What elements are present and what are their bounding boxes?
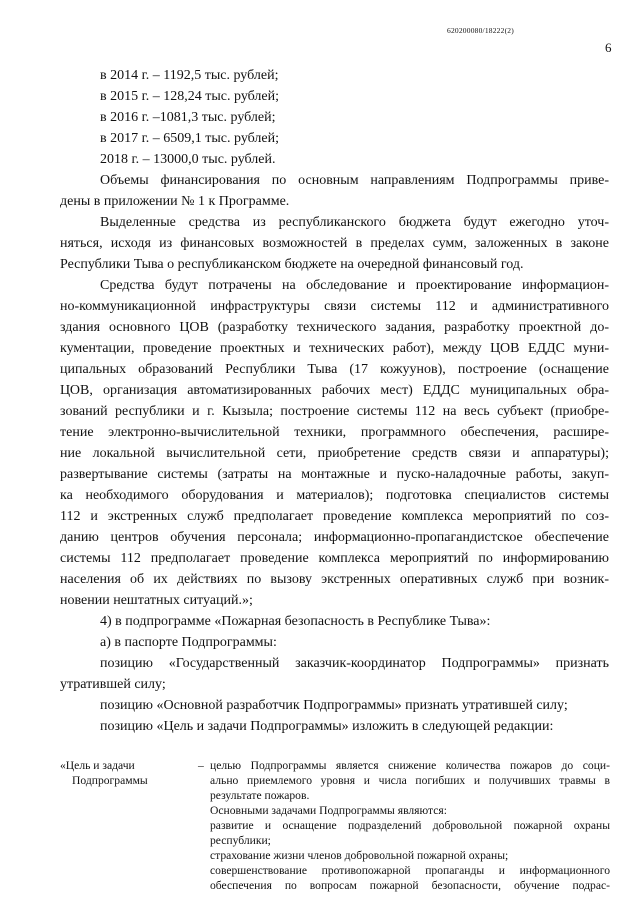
passport-label-line-2: Подпрограммы [72, 774, 148, 787]
body-line: 4) в подпрограмме «Пожарная безопасность в Республике Тыва»: [100, 614, 491, 629]
body-line: позицию «Государственный заказчик-координатор Подпрограммы» признать [100, 656, 609, 671]
passport-label-line-1: «Цель и задачи [60, 759, 135, 772]
page-number: 6 [605, 40, 612, 55]
body-line: данию центров обучения персонала; информационно-пропагандистское обеспечение [60, 530, 609, 545]
body-line: населения об их действиях по вызову экстренных оперативных служб при возник- [60, 572, 609, 587]
body-line: тение электронно-вычислительной техники, программного обеспечения, расшире- [60, 425, 609, 440]
body-line: ципальных образований Республики Тыва (17 кожуунов), построение (оснащение [60, 362, 609, 377]
body-line: кументации, проведение проектных и технических работ), между ЦОВ ЕДДС муни- [60, 341, 609, 356]
body-line: 112 и экстренных служб предполагает проведение комплекса мероприятий по соз- [60, 509, 609, 524]
body-line: развертывание системы (затраты на монтажные и пуско-наладочные работы, закуп- [60, 467, 609, 482]
body-line: ние локальной вычислительной сети, приобретение средств связи и аппаратуры); [60, 446, 609, 461]
body-line: утратившей силу; [60, 677, 166, 692]
body-line: дены в приложении № 1 к Программе. [60, 194, 290, 209]
body-line: новении нештатных ситуаций.»; [60, 593, 253, 608]
passport-dash: – [198, 759, 204, 772]
passport-content-line: ально приемлемого уровня и числа погибших и получивших травмы в [210, 774, 610, 787]
body-line: здания основного ЦОВ (разработку технического задания, разработку проектной до- [60, 320, 609, 335]
body-line: ЦОВ, организация автоматизированных рабочих мест) ЕДДС муниципальных обра- [60, 383, 609, 398]
doc-code: 620200080/18222(2) [447, 26, 514, 35]
body-line: зований республики и г. Кызыла; построение системы 112 на весь субъект (приобре- [60, 404, 609, 419]
body-line: но-коммуникационной инфраструктуры связи системы 112 и административного [60, 299, 609, 314]
body-line: позицию «Цель и задачи Подпрограммы» изложить в следующей редакции: [100, 719, 554, 734]
passport-content-line: результате пожаров. [210, 789, 310, 802]
body-line: а) в паспорте Подпрограммы: [100, 635, 277, 650]
passport-content-line: республики; [210, 834, 271, 847]
passport-content-line: целью Подпрограммы является снижение количества пожаров до соци- [210, 759, 610, 772]
passport-content-line: Основными задачами Подпрограммы являются: [210, 804, 447, 817]
passport-content-line: страхование жизни членов добровольной пожарной охраны; [210, 849, 509, 862]
body-line: в 2017 г. – 6509,1 тыс. рублей; [100, 131, 279, 146]
body-line: Выделенные средства из республиканского бюджета будут ежегодно уточ- [100, 215, 609, 230]
passport-content-line: совершенствование противопожарной пропаганды и информационного [210, 864, 610, 877]
body-line: системы 112 предполагает проведение комплекса мероприятий по информированию [60, 551, 609, 566]
body-line: Республики Тыва о республиканском бюджете на очередной финансовый год. [60, 257, 524, 272]
body-line: в 2014 г. – 1192,5 тыс. рублей; [100, 68, 279, 83]
body-line: Средства будут потрачены на обследование и проектирование информацион- [100, 278, 609, 293]
body-line: в 2016 г. –1081,3 тыс. рублей; [100, 110, 276, 125]
passport-content-line: обеспечения по вопросам пожарной безопасности, обучение подрас- [210, 879, 610, 892]
body-line: позицию «Основной разработчик Подпрограммы» признать утратившей силу; [100, 698, 568, 713]
passport-content-line: развитие и оснащение подразделений добровольной пожарной охраны [210, 819, 610, 832]
body-line: няться, исходя из финансовых возможностей в пределах сумм, заложенных в законе [60, 236, 609, 251]
body-line: Объемы финансирования по основным направлениям Подпрограммы приве- [100, 173, 609, 188]
body-line: ка необходимого оборудования и материалов); подготовка специалистов системы [60, 488, 609, 503]
body-line: 2018 г. – 13000,0 тыс. рублей. [100, 152, 276, 167]
body-line: в 2015 г. – 128,24 тыс. рублей; [100, 89, 279, 104]
